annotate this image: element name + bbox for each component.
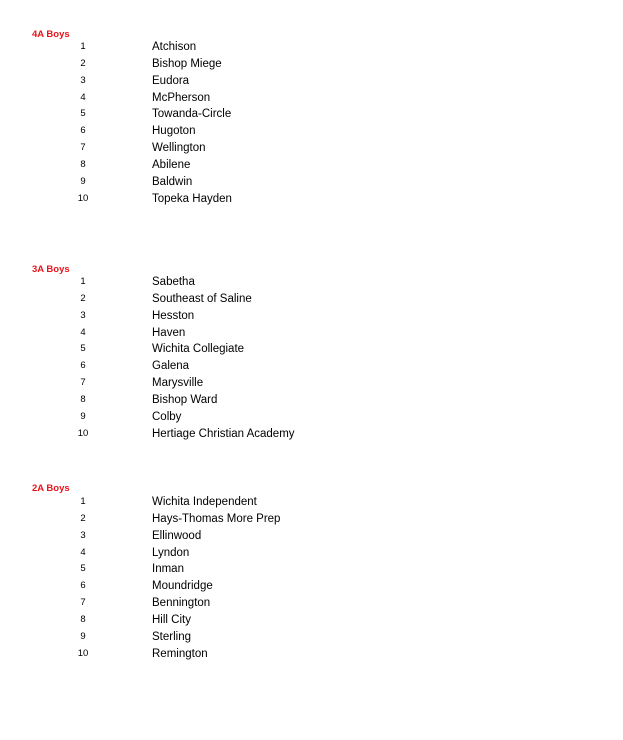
section-title: 3A Boys — [32, 264, 70, 275]
rank-number: 10 — [77, 647, 89, 659]
school-name: Wellington — [152, 142, 206, 155]
school-name: Ellinwood — [152, 529, 202, 542]
ranking-list — [0, 494, 623, 662]
rank-number: 9 — [80, 175, 86, 187]
rank-number: 4 — [80, 546, 86, 558]
school-name: Abilene — [152, 158, 191, 171]
table-row — [0, 157, 623, 174]
rank-number: 4 — [80, 326, 86, 338]
school-name: Lyndon — [152, 546, 190, 559]
table-row — [0, 73, 623, 90]
table-row — [0, 426, 623, 443]
table-row — [0, 612, 623, 629]
rank-number: 9 — [80, 410, 86, 422]
table-row — [0, 274, 623, 291]
rank-number: 4 — [80, 91, 86, 103]
table-row — [0, 545, 623, 562]
school-name: Inman — [152, 563, 184, 576]
table-row — [0, 409, 623, 426]
rank-number: 7 — [80, 597, 86, 609]
table-row — [0, 140, 623, 157]
school-name: Wichita Collegiate — [152, 343, 245, 356]
school-name: Bishop Ward — [152, 393, 218, 406]
table-row — [0, 106, 623, 123]
table-row — [0, 358, 623, 375]
table-row — [0, 578, 623, 595]
rank-number: 8 — [80, 393, 86, 405]
table-row — [0, 341, 623, 358]
school-name: Hesston — [152, 309, 195, 322]
rank-number: 6 — [80, 125, 86, 137]
school-name: Atchison — [152, 41, 197, 53]
table-row — [0, 375, 623, 392]
table-row — [0, 392, 623, 409]
table-row — [0, 561, 623, 578]
rank-number: 8 — [80, 158, 86, 170]
table-row — [0, 528, 623, 545]
school-name: Moundridge — [152, 580, 213, 593]
table-row — [0, 90, 623, 107]
section-title: 4A Boys — [32, 29, 70, 40]
table-row — [0, 646, 623, 663]
school-name: Baldwin — [152, 175, 193, 188]
rank-number: 2 — [80, 512, 86, 524]
rank-number: 1 — [80, 496, 86, 507]
rank-number: 3 — [80, 529, 86, 541]
rank-number: 1 — [80, 276, 86, 287]
rank-number: 5 — [80, 563, 86, 575]
school-name: Wichita Independent — [152, 496, 257, 508]
school-name: Colby — [152, 410, 182, 423]
table-row — [0, 629, 623, 646]
rank-number: 1 — [80, 41, 86, 52]
table-row — [0, 39, 623, 56]
table-row — [0, 308, 623, 325]
rank-number: 2 — [80, 292, 86, 304]
school-name: Hill City — [152, 613, 191, 626]
school-name: Topeka Hayden — [152, 192, 232, 205]
rank-number: 10 — [77, 192, 89, 204]
rank-number: 3 — [80, 74, 86, 86]
school-name: Hertiage Christian Academy — [152, 427, 295, 440]
table-row — [0, 174, 623, 191]
rank-number: 10 — [77, 427, 89, 439]
school-name: Galena — [152, 360, 190, 373]
ranking-list — [0, 274, 623, 442]
school-name: Towanda-Circle — [152, 108, 232, 121]
table-row — [0, 123, 623, 140]
school-name: Sabetha — [152, 276, 195, 288]
school-name: Hugoton — [152, 125, 196, 138]
table-row — [0, 56, 623, 73]
school-name: Bishop Miege — [152, 57, 222, 70]
section-title: 2A Boys — [32, 483, 70, 494]
rank-number: 6 — [80, 360, 86, 372]
rank-number: 5 — [80, 343, 86, 355]
school-name: Marysville — [152, 377, 204, 390]
school-name: Remington — [152, 647, 208, 660]
rank-number: 3 — [80, 309, 86, 321]
rank-number: 6 — [80, 580, 86, 592]
table-row — [0, 595, 623, 612]
school-name: Sterling — [152, 630, 191, 643]
table-row — [0, 494, 623, 511]
rank-number: 2 — [80, 57, 86, 69]
school-name: Southeast of Saline — [152, 292, 252, 305]
table-row — [0, 191, 623, 208]
rank-number: 8 — [80, 613, 86, 625]
table-row — [0, 325, 623, 342]
school-name: Haven — [152, 326, 186, 339]
school-name: McPherson — [152, 91, 211, 104]
school-name: Eudora — [152, 74, 190, 87]
ranking-list — [0, 39, 623, 207]
rank-number: 7 — [80, 142, 86, 154]
table-row — [0, 291, 623, 308]
table-row — [0, 511, 623, 528]
rank-number: 7 — [80, 377, 86, 389]
school-name: Hays-Thomas More Prep — [152, 512, 281, 525]
school-name: Bennington — [152, 597, 211, 610]
rank-number: 5 — [80, 108, 86, 120]
rank-number: 9 — [80, 630, 86, 642]
